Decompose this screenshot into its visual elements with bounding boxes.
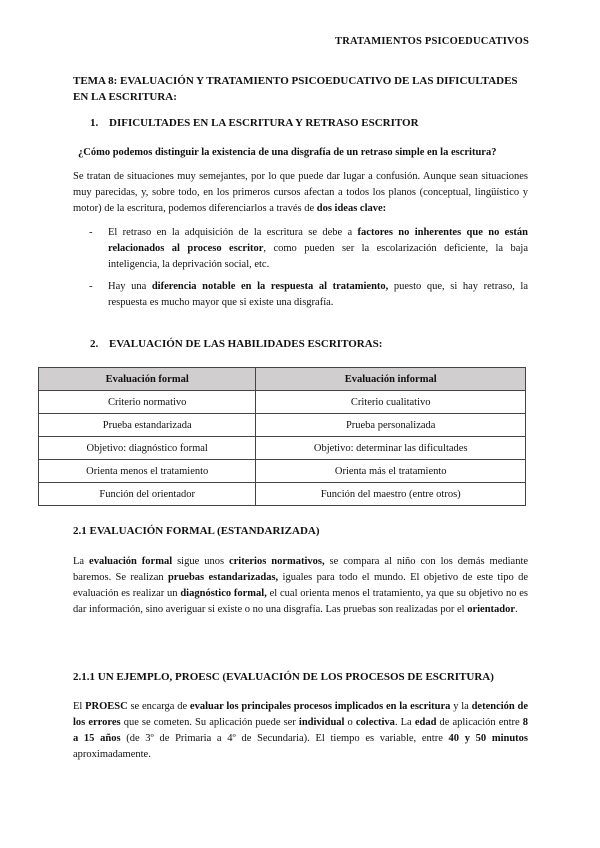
table-row bbox=[39, 414, 526, 437]
p21-bold: pruebas estandarizadas, bbox=[167, 572, 279, 583]
table-row bbox=[39, 391, 526, 414]
p21-text: . bbox=[515, 604, 518, 615]
section1-title: DIFICULTADES EN LA ESCRITURA Y RETRASO ESCRITOR bbox=[109, 117, 419, 129]
p211-bold: individual bbox=[298, 717, 345, 728]
bullet-2-text: Hay una bbox=[108, 281, 152, 292]
bullet-1-bold: factores no inherentes que no están relacionados al proceso escritor bbox=[108, 227, 529, 254]
p211-text: aproximadamente. bbox=[73, 749, 151, 760]
table-cell: Criterio normativo bbox=[39, 391, 256, 414]
p211-bold: 8 a 15 años bbox=[73, 717, 529, 744]
table-row bbox=[39, 437, 526, 460]
running-header: TRATAMIENTOS PSICOEDUCATIVOS bbox=[335, 36, 529, 47]
section2-number: 2. bbox=[90, 338, 99, 350]
paragraph-2-1 bbox=[73, 554, 528, 618]
table-row bbox=[39, 460, 526, 483]
table-cell: Función del maestro (entre otros) bbox=[256, 483, 526, 506]
p211-text: de aplicación entre bbox=[436, 717, 523, 728]
p21-bold: criterios normativos, bbox=[228, 556, 325, 567]
bullet-1-tail: , como pueden ser la escolarización deficiente, la baja inteligencia, la deprivación social, etc. bbox=[108, 243, 528, 270]
question: ¿Cómo podemos distinguir la existencia de una disgrafía de un retraso simple en la escritura? bbox=[78, 147, 497, 158]
p21-text: iguales para todo el mundo. El objetivo de este tipo de evaluación es realizar un bbox=[73, 572, 529, 599]
table-header-cell: Evaluación informal bbox=[256, 368, 526, 391]
p21-text: se compara al niño con los demás mediante baremos. Se realizan bbox=[73, 556, 529, 583]
bullet-2 bbox=[89, 279, 528, 311]
bullet-dash: - bbox=[89, 281, 93, 292]
p21-text: La bbox=[73, 556, 90, 567]
subsection-2-1-1-title: 2.1.1 UN EJEMPLO, PROESC (EVALUACIÓN DE LOS PROCESOS DE ESCRITURA) bbox=[73, 671, 494, 683]
bullet-1 bbox=[89, 225, 529, 273]
bullet-2-tail: puesto que, si hay retraso, la respuesta es mucho mayor que si existe una disgrafía. bbox=[108, 281, 528, 308]
p211-bold: PROESC bbox=[85, 701, 128, 712]
tema-title: TEMA 8: EVALUACIÓN Y TRATAMIENTO PSICOEDUCATIVO DE LAS DIFICULTADES EN LA ESCRITURA: bbox=[73, 75, 518, 103]
section1-heading bbox=[90, 117, 419, 129]
section2-title: EVALUACIÓN DE LAS HABILIDADES ESCRITORAS: bbox=[109, 338, 383, 350]
table-cell: Orienta menos el tratamiento bbox=[39, 460, 256, 483]
p211-text: que se cometen. Su aplicación puede ser bbox=[120, 717, 299, 728]
p211-bold: 40 y 50 minutos bbox=[448, 733, 528, 744]
table-cell: Prueba estandarizada bbox=[39, 414, 256, 437]
subsection-2-1-title: 2.1 EVALUACIÓN FORMAL (ESTANDARIZADA) bbox=[73, 525, 320, 537]
paragraph-1-text: Se tratan de situaciones muy semejantes, por lo que puede dar lugar a confusión. Aunque sean situaciones muy parecidas, y, sobre todo, en los primeros cursos afectan a todos los planos (conceptual, lingüístico y motor) de la escritura, podemos diferenciarlos a través de bbox=[73, 171, 528, 214]
table-cell: Orienta más el tratamiento bbox=[256, 460, 526, 483]
p211-text: y la bbox=[450, 701, 472, 712]
paragraph-1-bold: dos ideas clave: bbox=[316, 203, 387, 214]
table-row bbox=[39, 483, 526, 506]
evaluation-table bbox=[38, 367, 526, 506]
p211-text: se encarga de bbox=[127, 701, 190, 712]
p21-text: sigue unos bbox=[172, 556, 229, 567]
table-cell: Criterio cualitativo bbox=[256, 391, 526, 414]
p21-bold: orientador bbox=[467, 604, 516, 615]
p211-text: . La bbox=[394, 717, 415, 728]
bullet-2-bold: diferencia notable en la respuesta al tratamiento, bbox=[151, 281, 389, 292]
p21-bold: diagnóstico formal, bbox=[180, 588, 267, 599]
table-header-row bbox=[39, 368, 526, 391]
section1-number: 1. bbox=[90, 117, 99, 129]
table-cell: Objetivo: determinar las dificultades bbox=[256, 437, 526, 460]
p211-text: o bbox=[344, 717, 356, 728]
paragraph-1 bbox=[73, 169, 528, 217]
p211-bold: colectiva bbox=[355, 717, 395, 728]
p211-text: (de 3º de Primaria a 4º de Secundaria). El tiempo es variable, entre bbox=[120, 733, 449, 744]
table-cell: Función del orientador bbox=[39, 483, 256, 506]
bullet-1-text: El retraso en la adquisición de la escritura se debe a bbox=[108, 227, 358, 238]
p21-text: el cual orienta menos el tratamiento, ya que su objetivo no es dar información, sino averiguar si existe o no una disgrafía. Las pruebas son realizadas por el bbox=[73, 588, 528, 615]
bullet-dash: - bbox=[89, 227, 93, 238]
section2-heading bbox=[90, 338, 382, 350]
p211-bold: detención de los errores bbox=[73, 701, 529, 728]
table-cell: Prueba personalizada bbox=[256, 414, 526, 437]
p211-text: El bbox=[73, 701, 86, 712]
table-header-cell: Evaluación formal bbox=[39, 368, 256, 391]
p211-bold: evaluar los principales procesos implicados en la escritura bbox=[189, 701, 451, 712]
table-cell: Objetivo: diagnóstico formal bbox=[39, 437, 256, 460]
p211-bold: edad bbox=[414, 717, 437, 728]
p21-bold: evaluación formal bbox=[89, 556, 173, 567]
paragraph-2-1-1 bbox=[73, 699, 528, 763]
